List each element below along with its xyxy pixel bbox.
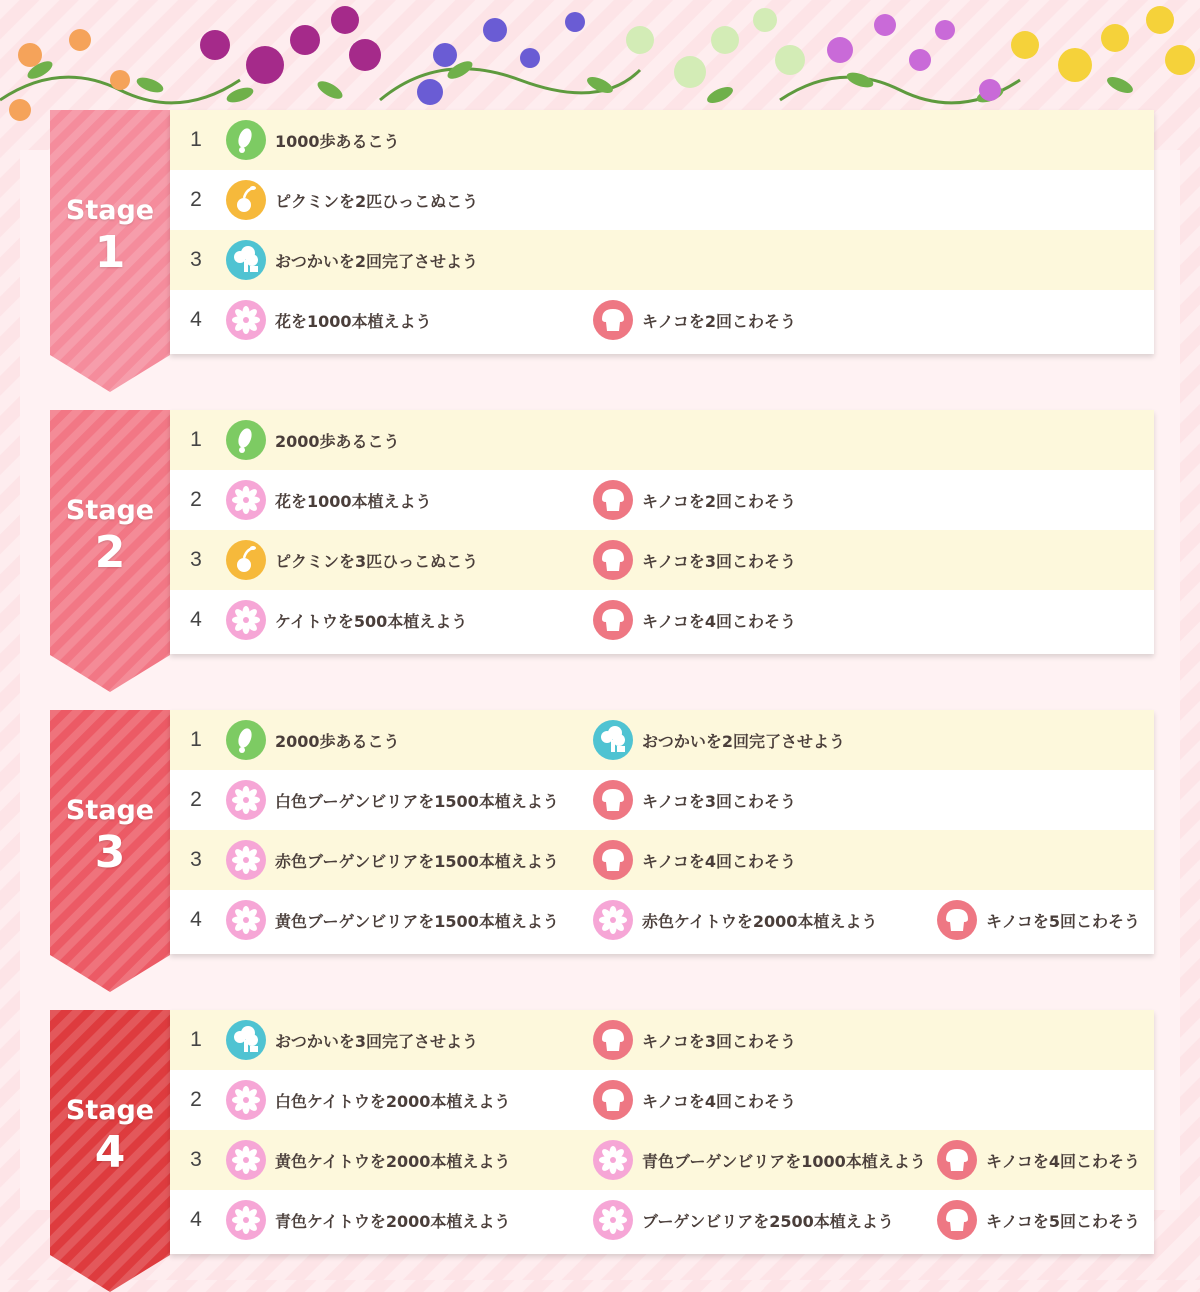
mission-row [170,830,1154,890]
mission-item [226,410,400,470]
flower-icon [226,840,266,880]
footprint-icon [226,120,266,160]
mission-row [170,710,1154,770]
stage-label: Stage [65,795,155,826]
flower-icon [226,900,266,940]
row-number: 1 [190,428,202,451]
row-number: 3 [190,548,202,571]
mission-row [170,290,1154,350]
mission-row [170,410,1154,470]
row-number: 3 [190,1148,202,1171]
tree-errand-icon [226,1020,266,1060]
mushroom-icon [937,1140,977,1180]
mushroom-icon [593,780,633,820]
mission-card [170,710,1154,954]
mission-text: キノコを3回こわそう [642,1031,797,1051]
mission-item [226,770,559,830]
mission-text: 黄色ケイトウを2000本植えよう [275,1151,511,1171]
mission-item [593,1070,796,1130]
mushroom-icon [593,300,633,340]
mission-row [170,1130,1154,1190]
mission-item [226,830,559,890]
stage-number: 3 [94,827,126,878]
mission-item [226,710,400,770]
mission-text: ピクミンを3匹ひっこぬこう [275,551,479,571]
mission-item [593,590,796,650]
row-number: 2 [190,788,202,811]
stage-number: 4 [94,1127,126,1178]
mission-item [593,530,796,590]
mushroom-icon [937,900,977,940]
row-number: 2 [190,488,202,511]
footprint-icon [226,720,266,760]
mission-text: キノコを2回こわそう [642,311,797,331]
flower-icon [593,900,633,940]
stage-3 [50,710,1154,954]
mission-item [226,290,432,350]
mushroom-icon [593,600,633,640]
mission-item [593,1010,796,1070]
mission-text: キノコを5回こわそう [986,911,1141,931]
flower-icon [226,1140,266,1180]
mission-text: キノコを5回こわそう [986,1211,1141,1231]
mission-item [226,530,478,590]
mission-text: 花を1000本植えよう [275,491,432,511]
mission-card [170,410,1154,654]
mission-card [170,1010,1154,1254]
flower-icon [226,1200,266,1240]
mission-row [170,170,1154,230]
mission-text: おつかいを2回完了させよう [642,731,845,751]
row-number: 4 [190,908,202,931]
mission-text: 2000歩あるこう [275,431,400,451]
mushroom-icon [593,840,633,880]
flower-icon [226,300,266,340]
pikmin-icon [226,540,266,580]
mission-row [170,110,1154,170]
mission-item [593,1130,926,1190]
row-number: 3 [190,848,202,871]
mission-text: 赤色ケイトウを2000本植えよう [642,911,878,931]
mission-text: 黄色ブーゲンビリアを1500本植えよう [275,911,559,931]
row-number: 1 [190,728,202,751]
mission-row [170,230,1154,290]
row-number: 4 [190,308,202,331]
mission-item [226,890,559,950]
mission-item [226,1130,510,1190]
mission-item [226,110,400,170]
mission-row [170,590,1154,650]
stage-4 [50,1010,1154,1254]
row-number: 4 [190,1208,202,1231]
row-number: 1 [190,128,202,151]
mission-text: 青色ケイトウを2000本植えよう [275,1211,511,1231]
row-number: 2 [190,1088,202,1111]
mission-text: 花を1000本植えよう [275,311,432,331]
mission-text: 白色ブーゲンビリアを1500本植えよう [275,791,559,811]
stage-2 [50,410,1154,654]
mission-item [937,890,1140,950]
tree-errand-icon [226,240,266,280]
pikmin-icon [226,180,266,220]
mission-card [170,110,1154,354]
mission-text: キノコを4回こわそう [642,851,797,871]
mission-item [226,230,478,290]
stage-number: 2 [94,527,126,578]
flower-icon [226,600,266,640]
mission-item [226,170,478,230]
mission-item [226,470,432,530]
mission-text: 2000歩あるこう [275,731,400,751]
row-number: 2 [190,188,202,211]
flower-icon [226,480,266,520]
flower-icon [226,1080,266,1120]
mission-text: キノコを4回こわそう [986,1151,1141,1171]
flower-icon [593,1200,633,1240]
mission-row [170,1010,1154,1070]
row-number: 4 [190,608,202,631]
mission-item [226,1010,478,1070]
mission-row [170,470,1154,530]
mission-item [593,710,845,770]
stage-1 [50,110,1154,354]
mission-text: キノコを3回こわそう [642,791,797,811]
mission-item [226,590,467,650]
stage-label: Stage [65,195,155,226]
mission-text: ケイトウを500本植えよう [275,611,468,631]
mushroom-icon [593,1020,633,1060]
flower-icon [226,780,266,820]
row-number: 3 [190,248,202,271]
mushroom-icon [593,540,633,580]
tree-errand-icon [593,720,633,760]
mission-text: キノコを4回こわそう [642,611,797,631]
mission-item [226,1070,510,1130]
mushroom-icon [937,1200,977,1240]
stage-tag [50,710,170,992]
mission-text: 青色ブーゲンビリアを1000本植えよう [642,1151,926,1171]
stage-number: 1 [94,227,126,278]
mission-item [593,890,877,950]
mission-item [593,290,796,350]
mission-text: キノコを3回こわそう [642,551,797,571]
stage-tag [50,410,170,692]
mission-item [593,470,796,530]
mission-item [226,1190,510,1250]
mission-row [170,530,1154,590]
mission-item [593,1190,894,1250]
stage-label: Stage [65,1095,155,1126]
footprint-icon [226,420,266,460]
mission-item [937,1190,1140,1250]
mission-text: 1000歩あるこう [275,131,400,151]
mission-item [593,770,796,830]
mission-row [170,1190,1154,1250]
mushroom-icon [593,480,633,520]
mission-text: 赤色ブーゲンビリアを1500本植えよう [275,851,559,871]
mission-text: おつかいを2回完了させよう [275,251,478,271]
mission-item [593,830,796,890]
row-number: 1 [190,1028,202,1051]
stage-tag [50,1010,170,1292]
stage-label: Stage [65,495,155,526]
mission-text: ピクミンを2匹ひっこぬこう [275,191,479,211]
flower-icon [593,1140,633,1180]
mission-text: 白色ケイトウを2000本植えよう [275,1091,511,1111]
mission-row [170,770,1154,830]
mushroom-icon [593,1080,633,1120]
mission-text: キノコを4回こわそう [642,1091,797,1111]
mission-row [170,890,1154,950]
mission-text: ブーゲンビリアを2500本植えよう [642,1211,894,1231]
mission-row [170,1070,1154,1130]
stage-tag [50,110,170,392]
mission-text: おつかいを3回完了させよう [275,1031,478,1051]
mission-item [937,1130,1140,1190]
mission-text: キノコを2回こわそう [642,491,797,511]
